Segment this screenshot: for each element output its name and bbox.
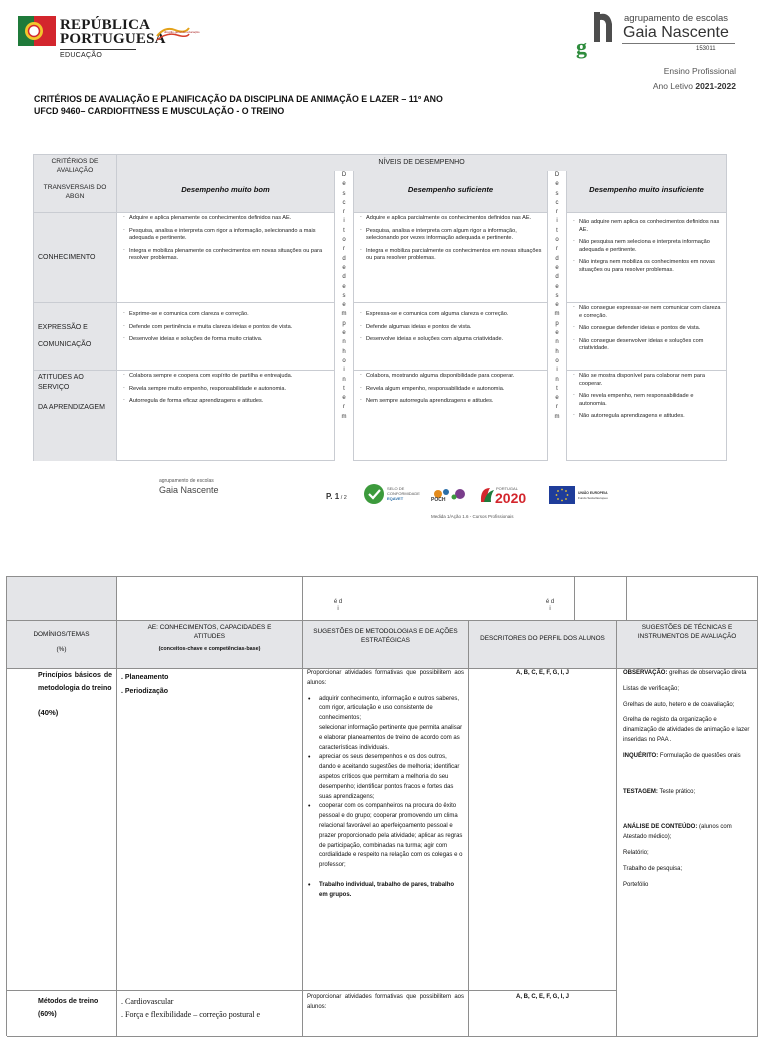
col-ae: AE: CONHECIMENTOS, CAPACIDADES E ATITUDES bbox=[147, 624, 272, 640]
col-very-good: Desempenho muito bom bbox=[181, 185, 270, 194]
vertical-letter: e bbox=[555, 330, 559, 337]
vertical-letter: p bbox=[555, 320, 559, 327]
criteria-corner-cell bbox=[34, 155, 117, 213]
cell-expressao-sufficient bbox=[354, 303, 548, 371]
funding-measure: Medida 1/Ação 1.6 - Cursos Profissionais bbox=[431, 514, 514, 519]
row1-methods-cell bbox=[303, 669, 469, 991]
vertical-letter: h bbox=[342, 348, 346, 355]
poch-text: POCH bbox=[431, 497, 446, 503]
vertical-letter: D bbox=[341, 172, 347, 178]
school-year bbox=[560, 81, 736, 91]
row1-descriptors-cell bbox=[469, 669, 617, 991]
eqavet-seal-logo bbox=[363, 482, 425, 506]
cell-atitudes-very-insufficient bbox=[567, 371, 727, 461]
vertical-letter: n bbox=[342, 339, 346, 346]
col-very-insufficient-cell bbox=[567, 171, 727, 213]
technique-item: ANÁLISE DE CONTEÚDO: (alunos com Atestado médico); bbox=[623, 824, 732, 841]
school-group-label: agrupamento de escolas bbox=[624, 13, 729, 24]
descriptor-item: · Não consegue expressar-se nem comunicar com clareza e correção. bbox=[571, 305, 722, 320]
plan-spacer bbox=[617, 577, 758, 621]
course-type: Ensino Profissional bbox=[663, 66, 736, 76]
vertical-letter: c bbox=[342, 199, 346, 206]
plan-spacer-gray bbox=[7, 577, 117, 621]
technique-item: Trabalho de pesquisa; bbox=[623, 865, 683, 872]
vertical-letter: e bbox=[555, 181, 559, 188]
row2-methods-intro: Proporcionar atividades formativas que possibilitem aos alunos: bbox=[307, 994, 464, 1010]
vertical-letter: o bbox=[342, 237, 346, 244]
cell-expressao-very-good bbox=[117, 303, 335, 371]
european-union-logo bbox=[549, 486, 615, 504]
row1-ae-cell bbox=[117, 669, 303, 991]
technique-item: TESTAGEM: Teste prático; bbox=[623, 788, 696, 795]
row1-methods-final-list bbox=[307, 881, 464, 901]
col-methods-cell bbox=[303, 621, 469, 669]
descriptor-item: · Autorregula de forma eficaz aprendizagens e atitudes. bbox=[121, 398, 330, 406]
school-name: Gaia Nascente bbox=[623, 24, 729, 41]
vertical-letter: i bbox=[556, 367, 558, 374]
row1-ae-2: . Periodização bbox=[121, 688, 169, 695]
descriptor-list bbox=[121, 311, 330, 344]
row1-methods-intro: Proporcionar atividades formativas que possibilitem aos alunos: bbox=[307, 670, 464, 686]
descriptor-item: · Colabora, mostrando alguma disponibilidade para cooperar. bbox=[358, 373, 543, 381]
row1-domain-cell bbox=[7, 669, 117, 991]
vertical-letter: i bbox=[343, 218, 345, 225]
svg-text:g: g bbox=[576, 34, 587, 59]
vertical-letter: t bbox=[556, 385, 558, 392]
descriptor-list bbox=[571, 219, 722, 274]
row-label-text-2: DA APRENDIZAGEM bbox=[38, 404, 105, 411]
eqavet-line3: EQAVET bbox=[387, 496, 404, 501]
vertical-letter: m bbox=[554, 413, 560, 420]
vertical-letter: r bbox=[343, 209, 345, 216]
technique-item: Relatório; bbox=[623, 849, 649, 856]
row-label-expressao bbox=[34, 303, 117, 371]
descriptor-item: · Exprime-se e comunica com clareza e correção. bbox=[121, 311, 330, 319]
descriptor-list bbox=[121, 373, 330, 406]
col-techniques: SUGESTÕES DE TÉCNICAS E INSTRUMENTOS DE AVALIAÇÃO bbox=[637, 624, 737, 640]
descriptor-item: · Pesquisa, analisa e interpreta com rigor a informação, selecionando a mais adequada e pertinente. bbox=[121, 228, 330, 243]
descriptor-item: · Integra e mobiliza plenamente os conhecimentos em novas situações ou para resolver problemas. bbox=[121, 248, 330, 263]
vertical-letter: d bbox=[342, 255, 346, 262]
footer-school-group: agrupamento de escolas bbox=[159, 478, 214, 484]
intermediate-descriptor-col-1 bbox=[335, 171, 354, 461]
vertical-letter: e bbox=[342, 395, 346, 402]
gaia-nascente-logo bbox=[574, 12, 618, 59]
page-number bbox=[326, 492, 347, 501]
row-label-atitudes bbox=[34, 371, 117, 461]
row-label-text: ATITUDES AO SERVIÇO bbox=[38, 374, 84, 391]
vertical-letter: e bbox=[555, 395, 559, 402]
col-techniques-cell bbox=[617, 621, 758, 669]
descriptor-item: · Não autorregula aprendizagens e atitudes. bbox=[571, 413, 722, 421]
school-year-value: 2021-2022 bbox=[695, 81, 736, 91]
row-label-text: CONHECIMENTO bbox=[38, 254, 96, 261]
row2-methods-cell bbox=[303, 991, 469, 1037]
portugal-2020-logo bbox=[478, 484, 542, 506]
col-very-insufficient: Desempenho muito insuficiente bbox=[589, 185, 704, 194]
vertical-letter: r bbox=[556, 209, 558, 216]
descriptor-item: · Colabora sempre e coopera com espírito de partilha e entreajuda. bbox=[121, 373, 330, 381]
dge-logo bbox=[155, 22, 200, 44]
descriptor-item: · Defende algumas ideias e pontos de vista. bbox=[358, 324, 543, 332]
plan-spacer bbox=[343, 577, 575, 621]
p2020-small: PORTUGAL bbox=[496, 486, 518, 491]
row2-ae-2: . Força e flexibilidade – correção postural e bbox=[121, 1010, 261, 1019]
cell-expressao-very-insufficient bbox=[567, 303, 727, 371]
technique-item: Portefólio bbox=[623, 881, 649, 888]
vertical-letter: n bbox=[555, 339, 559, 346]
vertical-letter: t bbox=[343, 385, 345, 392]
page-label: P. 1 bbox=[326, 492, 340, 501]
transversal-label: TRANSVERSAIS DO ABGN bbox=[43, 184, 107, 200]
criteria-table bbox=[33, 154, 727, 461]
descriptor-list bbox=[358, 373, 543, 406]
col-ae-cell bbox=[117, 621, 303, 669]
descriptor-item: · Nem sempre autorregula aprendizagens e atitudes. bbox=[358, 398, 543, 406]
levels-header: NÍVEIS DE DESEMPENHO bbox=[378, 159, 465, 166]
row2-domain: Métodos de treino bbox=[38, 998, 99, 1005]
descriptor-list bbox=[358, 215, 543, 263]
col-ae-sub: (conceitos-chave e competências-base) bbox=[158, 646, 261, 652]
vertical-letter: e bbox=[342, 264, 346, 271]
descriptor-item: · Não adquire nem aplica os conhecimentos definidos nas AE. bbox=[571, 219, 722, 234]
technique-item: Grelha de registo da organização e dinamização de atividades de animação e lazer inseridas no PAA . bbox=[623, 717, 750, 743]
descriptor-list bbox=[571, 373, 722, 421]
intermediate-descriptor-text-1 bbox=[335, 171, 353, 422]
vertical-letter: m bbox=[341, 311, 347, 318]
republica-divider bbox=[60, 49, 136, 50]
row1-ae-1: . Planeamento bbox=[121, 674, 169, 681]
row-label-conhecimento bbox=[34, 213, 117, 303]
vertical-letter: D bbox=[554, 172, 560, 178]
vertical-letter: e bbox=[555, 302, 559, 309]
vertical-letter: m bbox=[554, 311, 560, 318]
descriptor-item: · Defende com pertinência e muita clareza ideias e pontos de vista. bbox=[121, 324, 330, 332]
cell-atitudes-sufficient bbox=[354, 371, 548, 461]
descriptor-item: · Não integra nem mobiliza os conhecimentos em novas situações ou para resolver problemas. bbox=[571, 259, 722, 274]
descriptor-item: · Não pesquisa nem seleciona e interpreta informação adequada e pertinente. bbox=[571, 239, 722, 254]
p2020-big: 2020 bbox=[495, 490, 527, 506]
vertical-letter: o bbox=[342, 357, 346, 364]
technique-item: OBSERVAÇÃO: grelhas de observação direta bbox=[623, 670, 747, 676]
vertical-letter: i bbox=[343, 367, 345, 374]
footer-school-name: Gaia Nascente bbox=[159, 485, 219, 495]
plan-spacer bbox=[303, 577, 343, 621]
vertical-letter: r bbox=[556, 404, 558, 411]
descriptor-list bbox=[358, 311, 543, 344]
row1-methods-list bbox=[307, 695, 464, 871]
descriptor-item: · Revela algum empenho, responsabilidade e autonomia. bbox=[358, 386, 543, 394]
row2-descriptors: A, B, C, E, F, G, I, J bbox=[515, 994, 569, 1000]
vertical-letter: n bbox=[555, 376, 559, 383]
vertical-letter: t bbox=[556, 227, 558, 234]
vertical-letter: o bbox=[555, 357, 559, 364]
row2-descriptors-cell bbox=[469, 991, 617, 1037]
vertical-letter: t bbox=[343, 227, 345, 234]
vertical-letter: n bbox=[342, 376, 346, 383]
eu-line2: Fundo Social Europeu bbox=[578, 496, 608, 500]
row2-domain-pct: (60%) bbox=[38, 1011, 57, 1018]
descriptor-list bbox=[121, 215, 330, 263]
vertical-letter: m bbox=[341, 413, 347, 420]
document-title: CRITÉRIOS DE AVALIAÇÃO E PLANIFICAÇÃO DA DISCIPLINA DE ANIMAÇÃO E LAZER – 11º ANO bbox=[34, 94, 443, 104]
cell-conhecimento-very-good bbox=[117, 213, 335, 303]
row1-domain: Princípios básicos de metodologia do treino bbox=[38, 672, 112, 692]
planning-table bbox=[6, 576, 758, 1036]
col-domains: DOMÍNIOS/TEMAS bbox=[33, 631, 90, 638]
vertical-letter: r bbox=[343, 246, 345, 253]
col-descriptors-cell bbox=[469, 621, 617, 669]
eqavet-line1: SELO DE bbox=[387, 486, 405, 491]
intermediate-descriptor-text-2 bbox=[548, 171, 566, 422]
descriptor-item: · Não se mostra disponível para colaborar nem para cooperar. bbox=[571, 373, 722, 388]
vertical-letter: e bbox=[555, 283, 559, 290]
descriptor-list bbox=[571, 305, 722, 353]
row1-domain-pct: (40%) bbox=[38, 708, 59, 717]
vertical-letter: e bbox=[342, 330, 346, 337]
poch-logo bbox=[430, 484, 470, 504]
republica-line2: PORTUGUESA bbox=[60, 31, 166, 47]
descriptor-item: · Desenvolve ideias e soluções de forma muito criativa. bbox=[121, 336, 330, 344]
col-domains-cell bbox=[7, 621, 117, 669]
descriptor-item: · Pesquisa, analisa e interpreta com algum rigor a informação, selecionando por vezes informação adequada e pertinente. bbox=[358, 228, 543, 243]
levels-header-cell bbox=[117, 155, 727, 171]
vertical-letter: s bbox=[342, 190, 346, 197]
descriptor-item: · Não consegue desenvolver ideias e soluções com criatividade. bbox=[571, 338, 722, 353]
vertical-letter: r bbox=[343, 404, 345, 411]
vertical-letter: p bbox=[342, 320, 346, 327]
col-domains-sub: (%) bbox=[56, 645, 67, 653]
vertical-letter: i bbox=[556, 218, 558, 225]
vertical-letter: e bbox=[342, 181, 346, 188]
row1-descriptors: A, B, C, E, F, G, I, J bbox=[515, 670, 569, 676]
ministry-label: EDUCAÇÃO bbox=[60, 52, 103, 59]
technique-item: Listas de verificação; bbox=[623, 685, 680, 692]
descriptor-item: · Não consegue defender ideias e pontos de vista. bbox=[571, 325, 722, 333]
document-subtitle: UFCD 9460– CARDIOFITNESS E MUSCULAÇÃO - O TREINO bbox=[34, 106, 285, 116]
method-item: selecionar informação pertinente que permita analisar e elaborar planeamentos de treino de acordo com as características individuais. bbox=[319, 724, 463, 751]
col-methods: SUGESTÕES DE METODOLOGIAS E DE AÇÕES ESTRATÉGICAS bbox=[313, 628, 458, 644]
intermediate-descriptor-col-2 bbox=[548, 171, 567, 461]
school-code: 153011 bbox=[696, 46, 716, 52]
vertical-letter: e bbox=[342, 302, 346, 309]
school-year-label: Ano Letivo bbox=[652, 81, 696, 91]
dge-text: direção-geral da educação bbox=[164, 30, 200, 34]
cell-conhecimento-sufficient bbox=[354, 213, 548, 303]
method-item: • adquirir conhecimento, informação e outros saberes, com rigor, articulação e uso consistente de conhecimentos; bbox=[307, 695, 464, 724]
descriptor-item: · Desenvolve ideias e soluções com alguma criatividade. bbox=[358, 336, 543, 344]
plan-vertical-fragment-1: é d i bbox=[333, 599, 343, 612]
vertical-letter: s bbox=[342, 292, 346, 299]
criteria-label: CRITÉRIOS DE AVALIAÇÃO bbox=[51, 158, 99, 174]
vertical-letter: d bbox=[555, 274, 559, 281]
descriptor-item: · Adquire e aplica parcialmente os conhecimentos definidos nas AE. bbox=[358, 215, 543, 223]
col-sufficient: Desempenho suficiente bbox=[407, 185, 494, 194]
row2-ae-1: . Cardiovascular bbox=[121, 997, 174, 1006]
technique-item: Grelhas de auto, hetero e de coavaliação; bbox=[623, 701, 735, 708]
method-item: • cooperar com os companheiros na procura do êxito pessoal e do grupo; cooperar promovendo um clima relacional favorável ao aperfeiçoamento pessoal e prazer proporcionado pela atividade; aplicar as regras de participação, combinadas na turma; agir com cordialidade e respeito na relação com os colegas e o professor; bbox=[307, 802, 464, 871]
vertical-letter: s bbox=[555, 292, 559, 299]
method-item: • apreciar os seus desempenhos e os dos outros, dando e aceitando sugestões de melhoria; identificar aspetos críticos que permitam a melhoria do seu desempenho; identificar pontos fracos e fortes das suas aprendizagens; bbox=[307, 753, 464, 802]
cell-conhecimento-very-insufficient bbox=[567, 213, 727, 303]
vertical-letter: o bbox=[555, 237, 559, 244]
cell-atitudes-very-good bbox=[117, 371, 335, 461]
plan-vertical-fragment-2: é d i bbox=[545, 599, 555, 612]
vertical-letter: s bbox=[555, 190, 559, 197]
republica-portuguesa-emblem bbox=[18, 16, 58, 62]
vertical-letter: h bbox=[555, 348, 559, 355]
vertical-letter: d bbox=[555, 255, 559, 262]
descriptor-item: · Revela sempre muito empenho, responsabilidade e autonomia. bbox=[121, 386, 330, 394]
eqavet-line2: CONFORMIDADE bbox=[387, 491, 420, 496]
col-very-good-cell bbox=[117, 171, 335, 213]
page-total: / 2 bbox=[339, 495, 347, 501]
row2-domain-cell bbox=[7, 991, 117, 1037]
republica-line1: REPÚBLICA bbox=[60, 17, 151, 33]
row2-ae-cell bbox=[117, 991, 303, 1037]
vertical-letter: r bbox=[556, 246, 558, 253]
descriptor-item: · Não revela empenho, nem responsabilidade e autonomia. bbox=[571, 393, 722, 408]
col-descriptors: DESCRITORES DO PERFIL DOS ALUNOS bbox=[480, 635, 605, 642]
descriptor-item: · Integra e mobiliza parcialmente os conhecimentos em novas situações ou para resolver problemas. bbox=[358, 248, 543, 263]
vertical-letter: c bbox=[555, 199, 559, 206]
row1-techniques-cell bbox=[617, 669, 758, 1037]
method-item-final: • Trabalho individual, trabalho de pares, trabalho em grupos. bbox=[307, 881, 464, 901]
vertical-letter: d bbox=[342, 274, 346, 281]
descriptor-item: · Expressa-se e comunica com alguma clareza e correção. bbox=[358, 311, 543, 319]
school-divider bbox=[622, 43, 735, 44]
vertical-letter: e bbox=[342, 283, 346, 290]
col-sufficient-cell bbox=[354, 171, 548, 213]
descriptor-item: · Adquire e aplica plenamente os conhecimentos definidos nas AE. bbox=[121, 215, 330, 223]
technique-item: INQUÉRITO: Formulação de questões orais bbox=[623, 752, 741, 759]
row-label-text: EXPRESSÃO E COMUNICAÇÃO bbox=[38, 324, 92, 348]
vertical-letter: e bbox=[555, 264, 559, 271]
eu-line1: UNIÃO EUROPEIA bbox=[578, 491, 608, 495]
plan-spacer bbox=[117, 577, 303, 621]
